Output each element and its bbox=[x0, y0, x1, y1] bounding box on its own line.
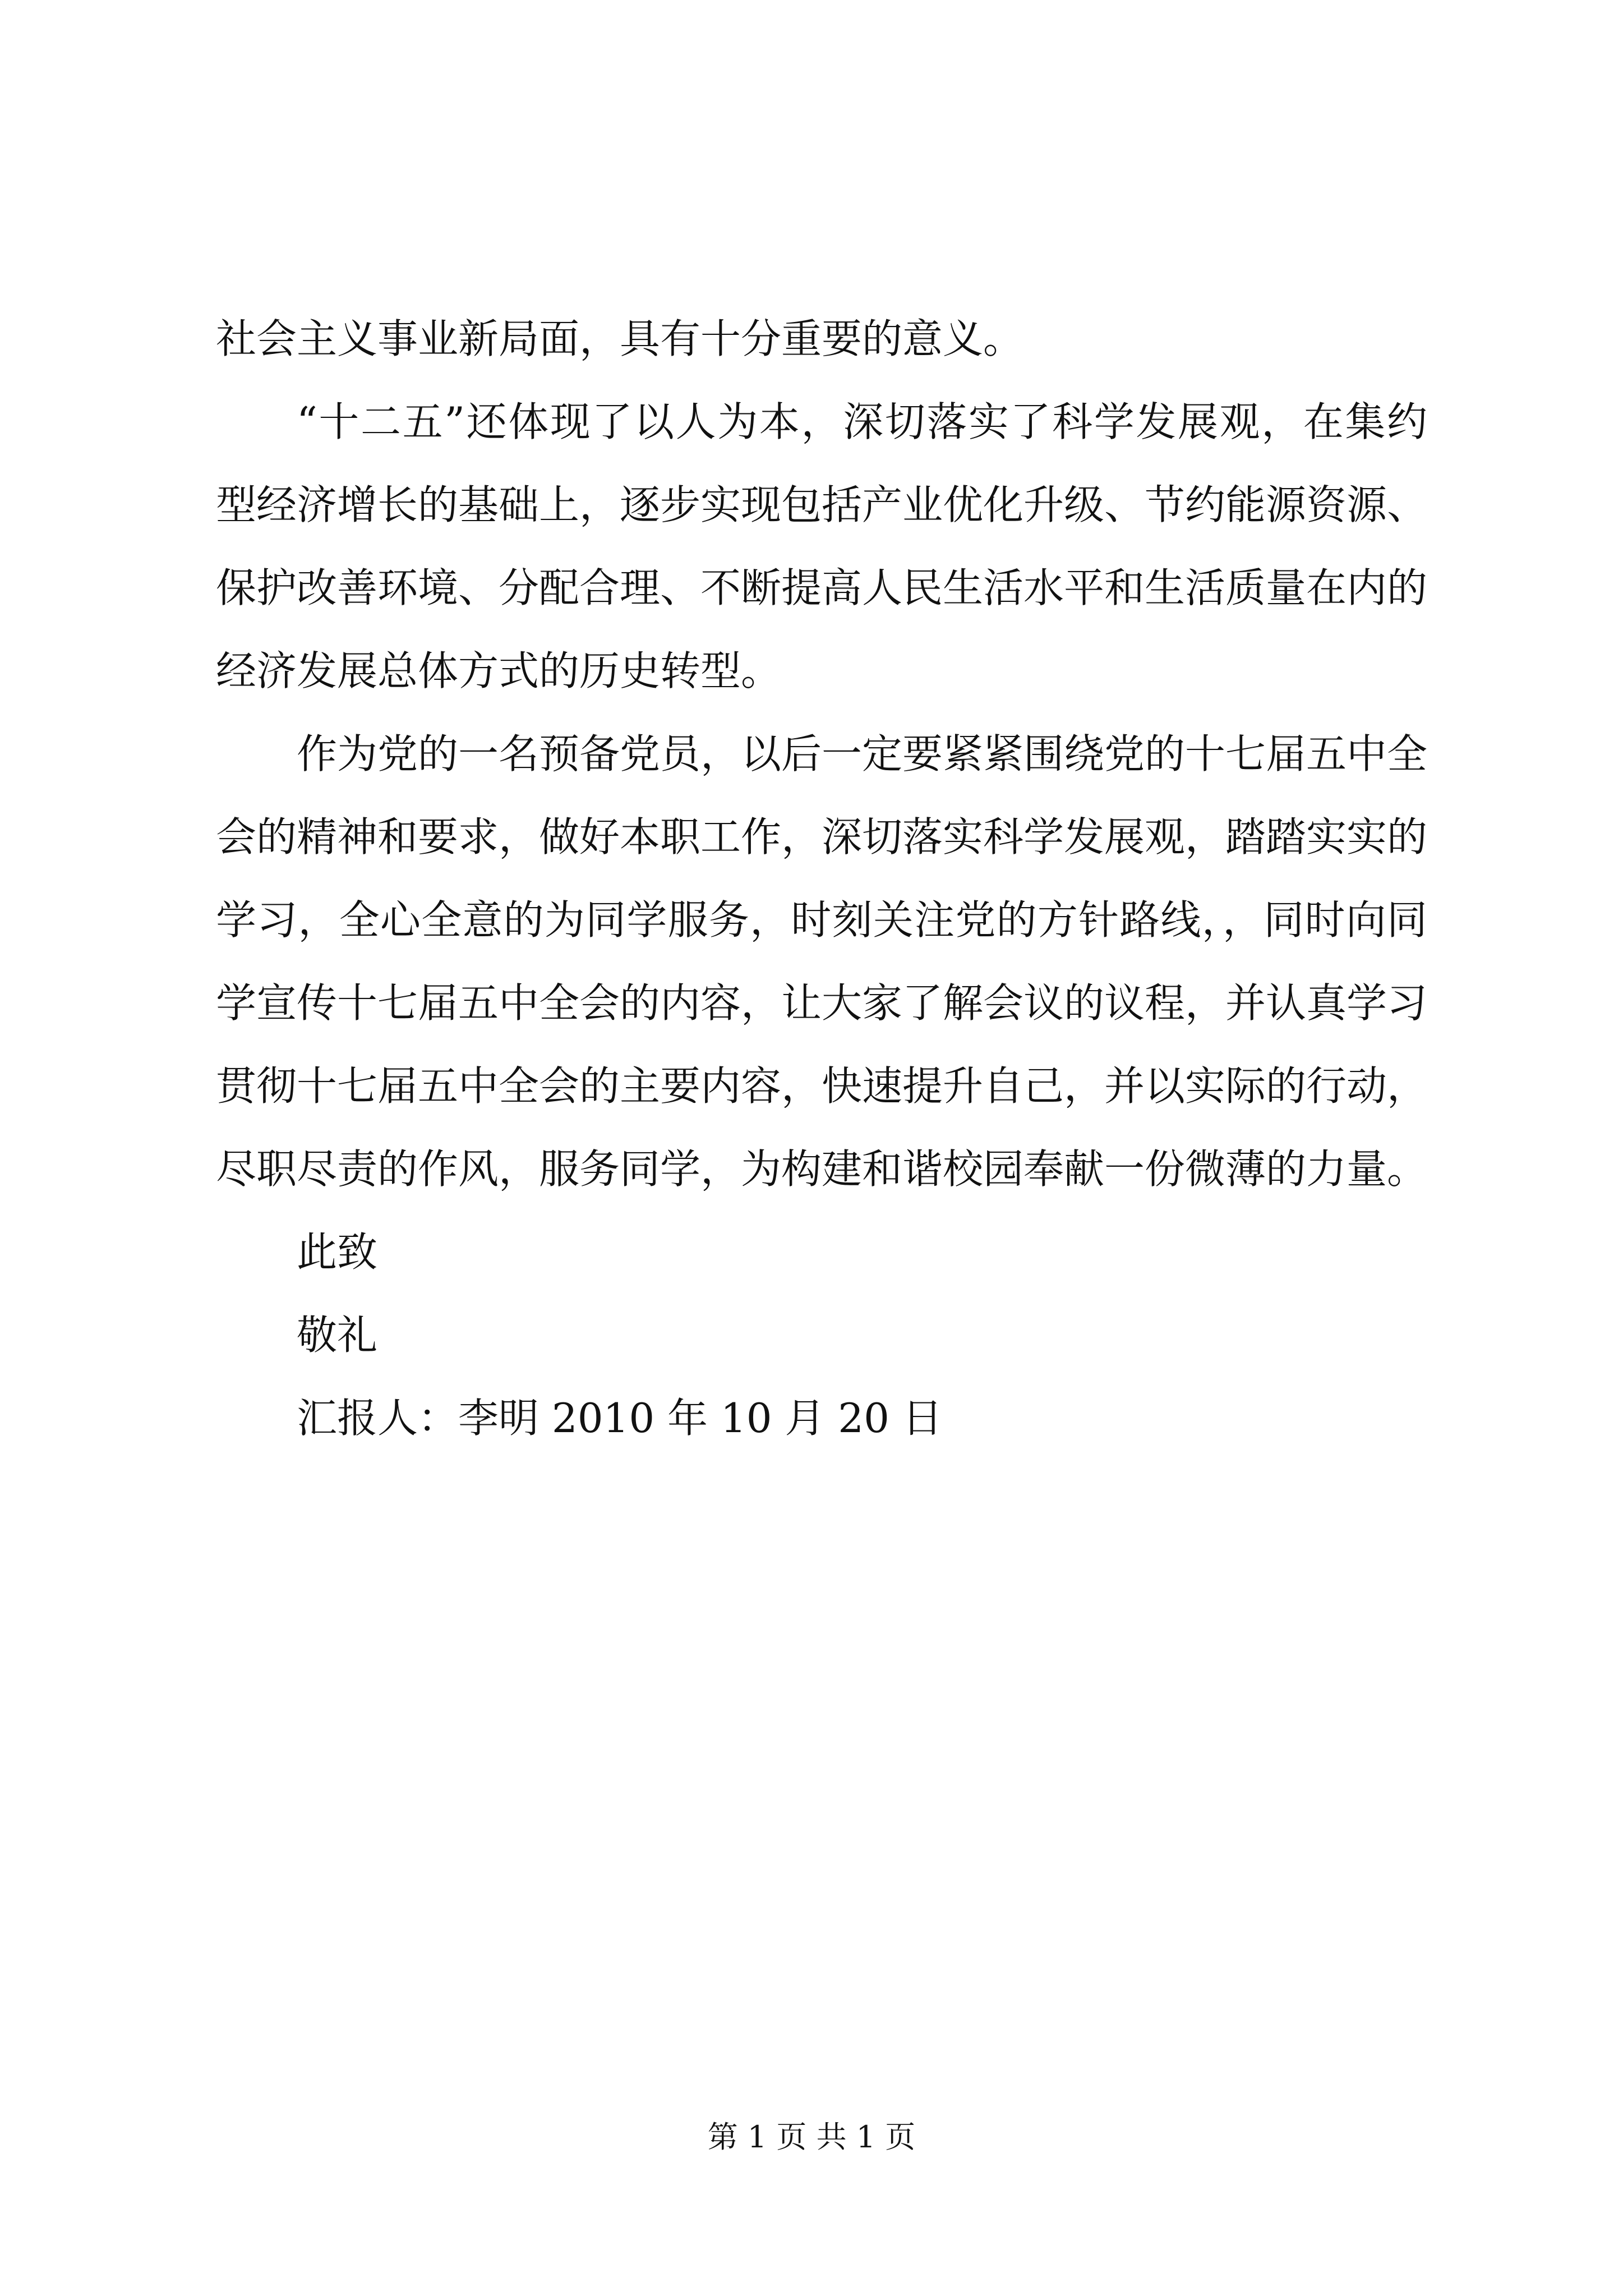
paragraph-party-member: 作为党的一名预备党员，以后一定要紧紧围绕党的十七届五中全会的精神和要求，做好本职工作，深切落实科学发展观，踏踏实实的学习，全心全意的为同学服务，时刻关注党的方针路线，，同时向同学宣传十七届五中全会的内容，让大家了解会议的议程，并认真学习贯彻十七届五中全会的主要内容，快速提升自己，并以实际的行动，尽职尽责的作风，服务同学，为构建和谐校园奉献一份微薄的力量。 bbox=[216, 730, 1428, 1193]
document-body bbox=[216, 297, 1427, 1460]
salutation-cizhi: 此致 bbox=[297, 1228, 378, 1276]
salutation-jingli: 敬礼 bbox=[297, 1312, 378, 1359]
paragraph-continued: 社会主义事业新局面，具有十分重要的意义。 bbox=[216, 315, 1024, 362]
signature-line: 汇报人：李明 2010 年 10 月 20 日 bbox=[297, 1395, 943, 1442]
paragraph-twelfth-five-year: “十二五”还体现了以人为本，深切落实了科学发展观，在集约型经济增长的基础上，逐步实现包括产业优化升级、节约能源资源、保护改善环境、分配合理、不断提高人民生活水平和生活质量在内的经济发展总体方式的历史转型。 bbox=[216, 398, 1428, 694]
page-footer: 第 1 页 共 1 页 bbox=[707, 2119, 916, 2155]
